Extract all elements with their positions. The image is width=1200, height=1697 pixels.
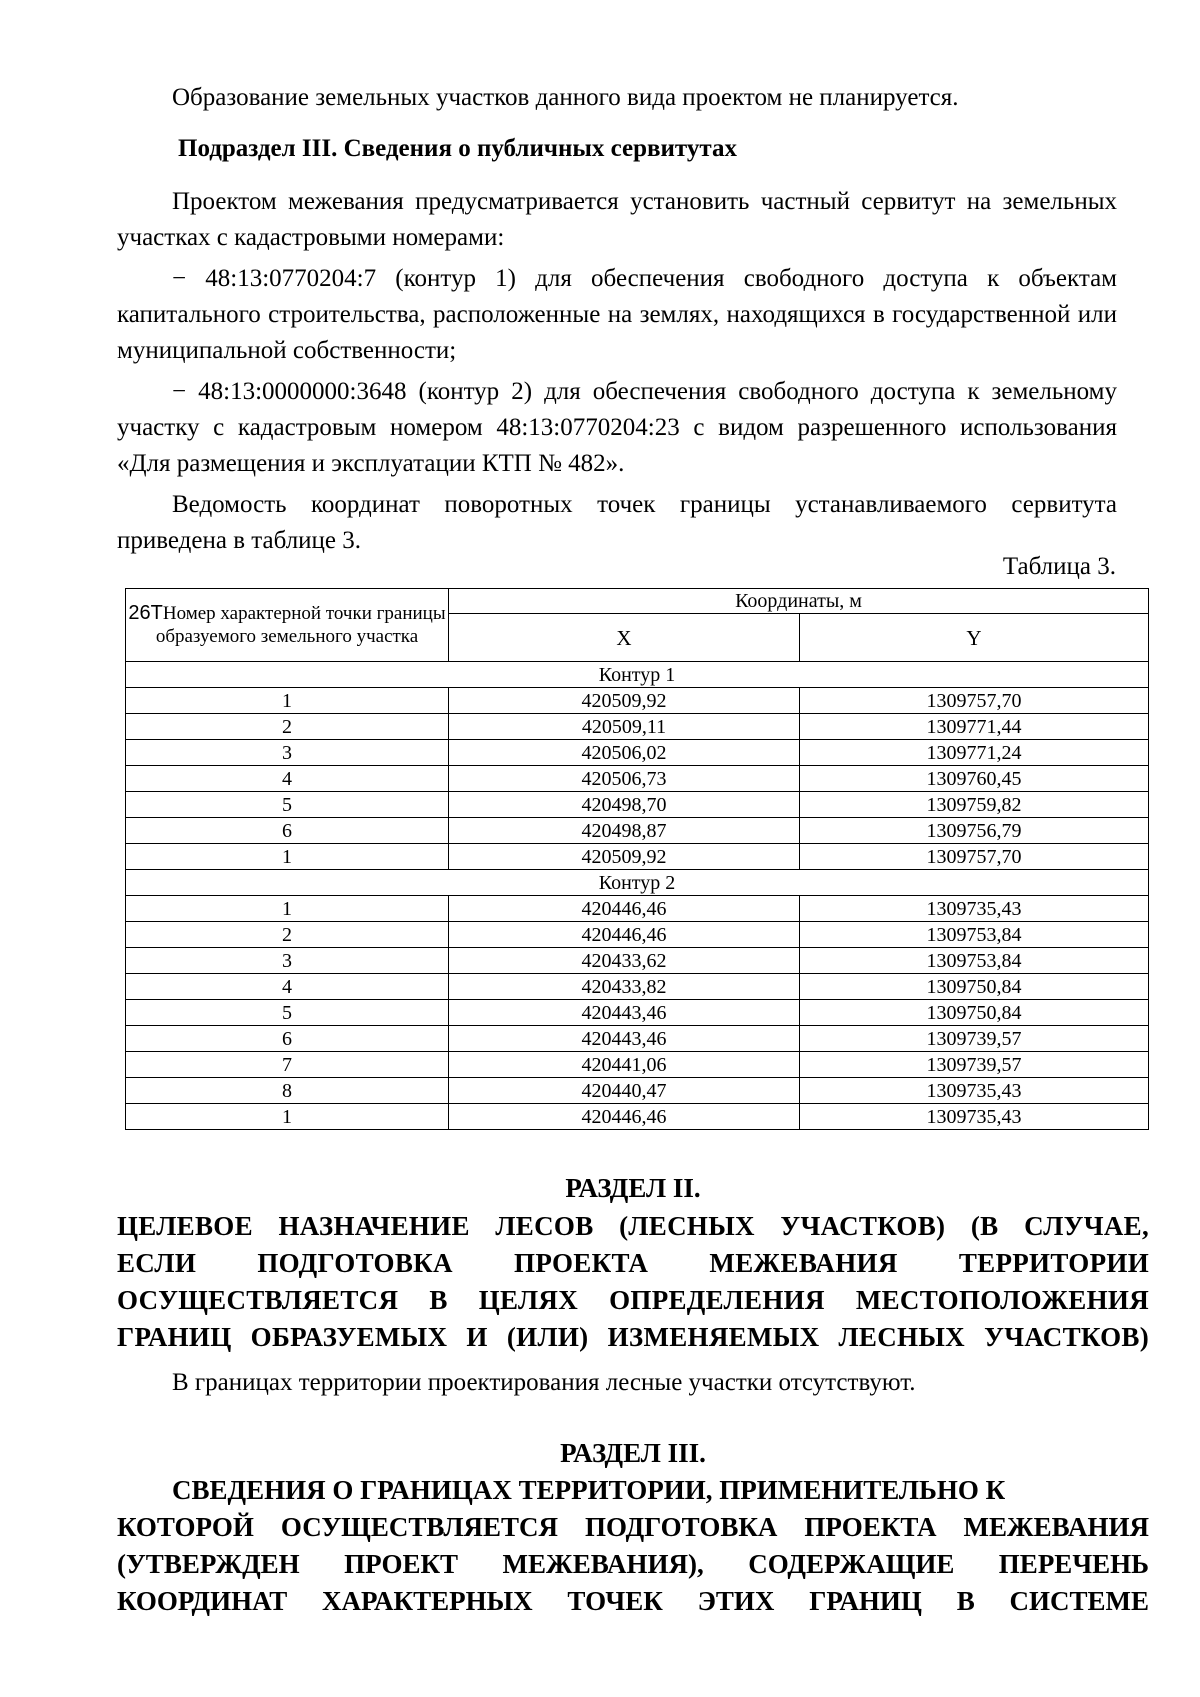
y-coordinate-cell: 1309753,84 [800, 948, 1149, 974]
servitude-paragraph: Проектом межевания предусматривается установить частный сервитут на земельных участках с кадастровыми номерами: [117, 188, 1117, 251]
section-2-body: В границах территории проектирования лесные участки отсутствуют. [172, 1369, 916, 1396]
point-number-cell: 6 [126, 1026, 449, 1052]
coordinates-table [125, 588, 1149, 1130]
y-coordinate-cell: 1309757,70 [800, 688, 1149, 714]
y-coordinate-cell: 1309735,43 [800, 1104, 1149, 1130]
contour-2-paragraph: − 48:13:0000000:3648 (контур 2) для обеспечения свободного доступа к земельному участку с кадастровым номером 48:13:0770204:23 с видом разрешенного использования «Для размещения и эксплуатации КТП № 482». [117, 378, 1117, 477]
x-coordinate-cell: 420506,02 [449, 740, 800, 766]
table-row [126, 818, 1149, 844]
point-number-cell: 4 [126, 766, 449, 792]
coordinates-header: Координаты, м [449, 589, 1149, 614]
y-coordinate-cell: 1309756,79 [800, 818, 1149, 844]
point-number-cell: 2 [126, 922, 449, 948]
contour-row [126, 662, 1149, 688]
point-number-cell: 7 [126, 1052, 449, 1078]
point-number-cell: 5 [126, 792, 449, 818]
y-coordinate-cell: 1309753,84 [800, 922, 1149, 948]
point-number-cell: 1 [126, 844, 449, 870]
y-coordinate-cell: 1309771,24 [800, 740, 1149, 766]
x-coordinate-cell: 420506,73 [449, 766, 800, 792]
y-coordinate-cell: 1309735,43 [800, 896, 1149, 922]
section-2-title: РАЗДЕЛ II. [565, 1173, 701, 1203]
section-2-heading-line: ГРАНИЦ ОБРАЗУЕМЫХ И (ИЛИ) ИЗМЕНЯЕМЫХ ЛЕСНЫХ УЧАСТКОВ) [117, 1322, 1149, 1352]
table-label: Таблица 3. [1002, 553, 1116, 580]
y-coordinate-cell: 1309735,43 [800, 1078, 1149, 1104]
intro-paragraph: Образование земельных участков данного вида проектом не планируется. [172, 84, 959, 111]
section-3-heading [117, 1472, 1149, 1620]
x-coordinate-cell: 420509,11 [449, 714, 800, 740]
x-coordinate-cell: 420443,46 [449, 1000, 800, 1026]
contour-1-paragraph: − 48:13:0770204:7 (контур 1) для обеспечения свободного доступа к объектам капитального строительства, расположенные на землях, находящихся в государственной или муниципальной собственности; [117, 265, 1117, 364]
point-number-cell: 5 [126, 1000, 449, 1026]
x-coordinate-cell: 420441,06 [449, 1052, 800, 1078]
section-2-heading-line: ЕСЛИ ПОДГОТОВКА ПРОЕКТА МЕЖЕВАНИЯ ТЕРРИТОРИИ [117, 1248, 1149, 1278]
table-row [126, 1052, 1149, 1078]
x-coordinate-cell: 420433,82 [449, 974, 800, 1000]
point-number-cell: 6 [126, 818, 449, 844]
y-coordinate-cell: 1309750,84 [800, 974, 1149, 1000]
x-coordinate-cell: 420443,46 [449, 1026, 800, 1052]
table-row [126, 1104, 1149, 1130]
point-number-cell: 3 [126, 740, 449, 766]
section-3-heading-line: КООРДИНАТ ХАРАКТЕРНЫХ ТОЧЕК ЭТИХ ГРАНИЦ В СИСТЕМЕ [117, 1586, 1149, 1616]
section-3-heading-line: КОТОРОЙ ОСУЩЕСТВЛЯЕТСЯ ПОДГОТОВКА ПРОЕКТА МЕЖЕВАНИЯ [117, 1512, 1149, 1542]
contour-row [126, 870, 1149, 896]
point-number-cell: 3 [126, 948, 449, 974]
x-coordinate-cell: 420433,62 [449, 948, 800, 974]
x-coordinate-cell: 420446,46 [449, 922, 800, 948]
x-coordinate-cell: 420440,47 [449, 1078, 800, 1104]
table-row [126, 766, 1149, 792]
section-2-heading-line: ОСУЩЕСТВЛЯЕТСЯ В ЦЕЛЯХ ОПРЕДЕЛЕНИЯ МЕСТОПОЛОЖЕНИЯ [117, 1285, 1149, 1315]
table-row [126, 844, 1149, 870]
x-coordinate-cell: 420509,92 [449, 844, 800, 870]
table-row [126, 948, 1149, 974]
point-number-cell: 8 [126, 1078, 449, 1104]
section-3-heading-line: (УТВЕРЖДЕН ПРОЕКТ МЕЖЕВАНИЯ), СОДЕРЖАЩИЕ ПЕРЕЧЕНЬ [117, 1549, 1149, 1579]
section-2-heading-line: ЦЕЛЕВОЕ НАЗНАЧЕНИЕ ЛЕСОВ (ЛЕСНЫХ УЧАСТКОВ) (В СЛУЧАЕ, [117, 1211, 1149, 1241]
table-row [126, 792, 1149, 818]
x-coordinate-cell: 420498,87 [449, 818, 800, 844]
x-coordinate-cell: 420446,46 [449, 1104, 800, 1130]
point-number-cell: 2 [126, 714, 449, 740]
table-row [126, 740, 1149, 766]
table-reference-paragraph: Ведомость координат поворотных точек границы устанавливаемого сервитута приведена в таблице 3. [117, 491, 1117, 554]
x-header: X [449, 614, 800, 662]
y-coordinate-cell: 1309739,57 [800, 1052, 1149, 1078]
x-coordinate-cell: 420446,46 [449, 896, 800, 922]
table-row [126, 1026, 1149, 1052]
header-point-text: Номер характерной точки границы образуемого земельного участка [155, 603, 446, 647]
y-coordinate-cell: 1309750,84 [800, 1000, 1149, 1026]
section-3-title: РАЗДЕЛ III. [560, 1438, 706, 1468]
table-row [126, 1000, 1149, 1026]
point-number-cell: 1 [126, 1104, 449, 1130]
x-coordinate-cell: 420509,92 [449, 688, 800, 714]
y-coordinate-cell: 1309757,70 [800, 844, 1149, 870]
y-coordinate-cell: 1309760,45 [800, 766, 1149, 792]
table-row [126, 688, 1149, 714]
subsection-title: Подраздел III. Сведения о публичных сервитутах [178, 135, 737, 162]
y-coordinate-cell: 1309739,57 [800, 1026, 1149, 1052]
table-row [126, 922, 1149, 948]
contour-label: Контур 1 [126, 662, 1149, 688]
table-row [126, 1078, 1149, 1104]
point-number-header [126, 589, 449, 662]
table-body [126, 662, 1149, 1130]
table-row [126, 896, 1149, 922]
x-coordinate-cell: 420498,70 [449, 792, 800, 818]
section-2-heading [117, 1208, 1149, 1356]
y-header: Y [800, 614, 1149, 662]
y-coordinate-cell: 1309771,44 [800, 714, 1149, 740]
point-number-cell: 4 [126, 974, 449, 1000]
point-number-cell: 1 [126, 896, 449, 922]
header-prefix: 26T [128, 602, 163, 624]
table-row [126, 714, 1149, 740]
section-3-heading-line: СВЕДЕНИЯ О ГРАНИЦАХ ТЕРРИТОРИИ, ПРИМЕНИТЕЛЬНО К [172, 1475, 1006, 1505]
table-row [126, 974, 1149, 1000]
y-coordinate-cell: 1309759,82 [800, 792, 1149, 818]
point-number-cell: 1 [126, 688, 449, 714]
contour-label: Контур 2 [126, 870, 1149, 896]
